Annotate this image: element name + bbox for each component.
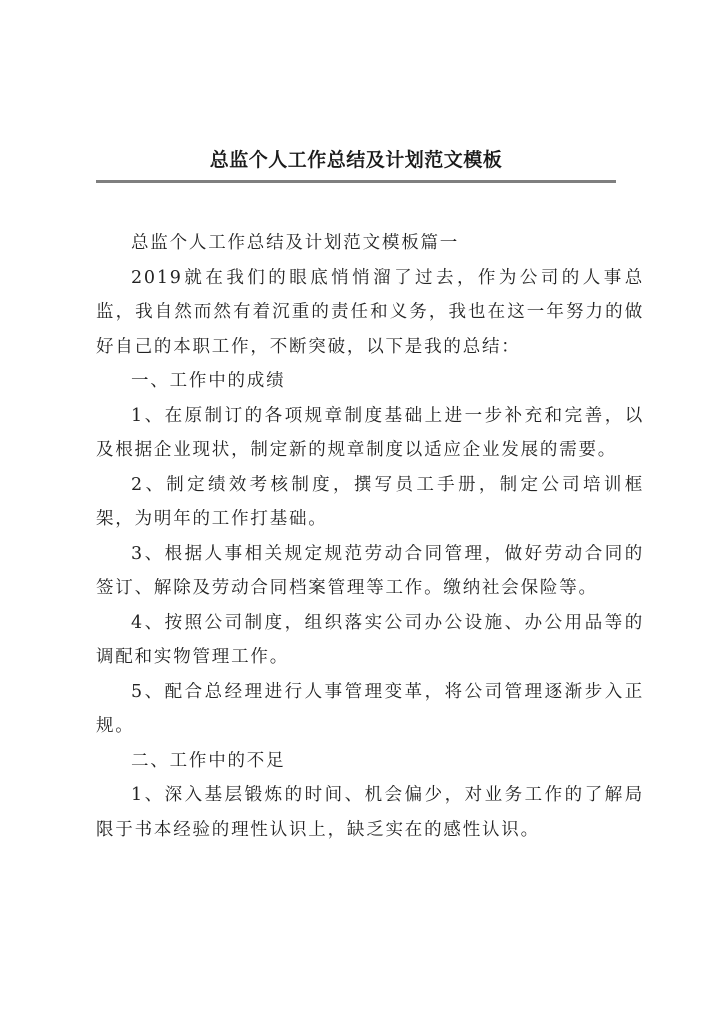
list-item: 1、深入基层锻炼的时间、机会偏少，对业务工作的了解局限于书本经验的理性认识上，缺乏实在的感性认识。 <box>96 785 644 840</box>
title-underline <box>96 180 616 183</box>
subheading-shortcomings: 二、工作中的不足 <box>131 750 286 771</box>
list-item: 5、配合总经理进行人事管理变革，将公司管理逐渐步入正规。 <box>96 681 644 736</box>
list-item: 4、按照公司制度，组织落实公司办公设施、办公用品等的调配和实物管理工作。 <box>96 612 644 667</box>
list-item: 1、在原制订的各项规章制度基础上进一步补充和完善，以及根据企业现状，制定新的规章制度以适应企业发展的需要。 <box>96 405 644 460</box>
subheading-achievements: 一、工作中的成绩 <box>131 371 286 391</box>
document-body <box>96 226 644 847</box>
list-item: 3、根据人事相关规定规范劳动合同管理，做好劳动合同的签订、解除及劳动合同档案管理等工作。缴纳社会保险等。 <box>96 543 644 598</box>
list-item: 2、制定绩效考核制度，撰写员工手册，制定公司培训框架，为明年的工作打基础。 <box>96 474 644 529</box>
paragraph-intro: 2019就在我们的眼底悄悄溜了过去，作为公司的人事总监，我自然而然有着沉重的责任和义务，我也在这一年努力的做好自己的本职工作，不断突破，以下是我的总结： <box>96 267 644 357</box>
section-heading: 总监个人工作总结及计划范文模板篇一 <box>131 233 460 253</box>
document-title: 总监个人工作总结及计划范文模板 <box>209 149 503 171</box>
